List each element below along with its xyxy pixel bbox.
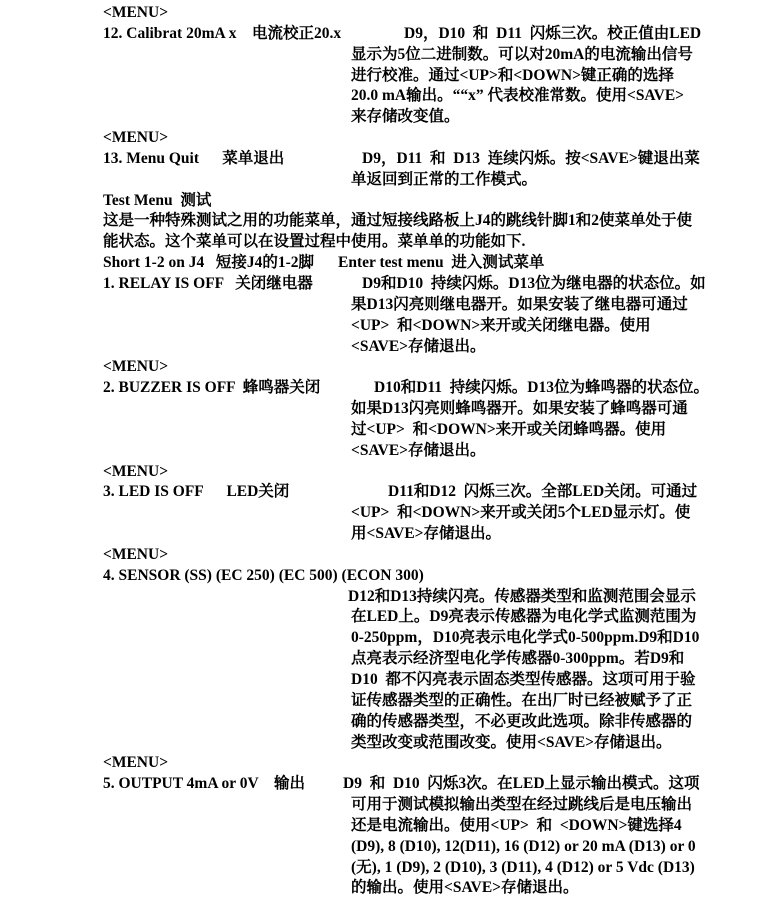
item-1-relay-line-desc: D9和D10 持续闪烁。D13位为继电器的状态位。如	[362, 274, 706, 292]
item-3-led-line-label: 3. LED IS OFF LED关闭	[103, 483, 290, 501]
item-4-desc-line	[103, 587, 780, 608]
item-4-sensor-header	[103, 566, 780, 587]
description-line-desc: 单返回到正常的工作模式。	[351, 170, 538, 188]
description-line	[103, 170, 780, 191]
short-j4-entry-line-label: Short 1-2 on J4 短接J4的1-2脚	[103, 254, 314, 272]
description-line	[103, 712, 780, 733]
item-5-output-line	[103, 774, 780, 795]
intro-paragraph-line	[103, 211, 780, 232]
description-line	[103, 337, 780, 358]
item-5-output-line-label: 5. OUTPUT 4mA or 0V 输出	[103, 775, 305, 793]
description-line-desc: 如果D13闪亮则蜂鸣器开。如果安装了蜂鸣器可通	[351, 400, 688, 418]
description-line	[103, 524, 780, 545]
item-2-buzzer-line	[103, 378, 780, 399]
item-13-menu-quit-line-label: 13. Menu Quit 菜单退出	[103, 149, 285, 167]
description-line	[103, 795, 780, 816]
description-line-desc: 进行校准。通过<UP>和<DOWN>键正确的选择	[351, 66, 674, 84]
description-line-desc: 用<SAVE>存储退出。	[351, 525, 502, 543]
description-line	[103, 816, 780, 837]
test-menu-heading	[103, 191, 780, 212]
intro-paragraph-line-label: 能状态。这个菜单可以在设置过程中使用。菜单单的功能如下.	[103, 233, 526, 251]
short-j4-entry-line-desc: Enter test menu 进入测试菜单	[338, 254, 545, 272]
item-4-sensor-header-label: 4. SENSOR (SS) (EC 250) (EC 500) (ECON 300)	[103, 566, 424, 584]
description-line	[103, 503, 780, 524]
menu-tag	[103, 3, 780, 24]
menu-tag	[103, 753, 780, 774]
menu-tag-label: <MENU>	[103, 462, 169, 480]
description-line-desc: D10 都不闪亮表示固态类型传感器。这项可用于验	[351, 671, 696, 688]
description-line-desc: <UP> 和<DOWN>来开或关闭继电器。使用	[351, 316, 651, 334]
item-1-relay-line	[103, 274, 780, 295]
description-line-desc: 20.0 mA输出。““x” 代表校准常数。使用<SAVE>	[351, 87, 684, 105]
description-line-desc: 显示为5位二进制数。可以对20mA的电流输出信号	[351, 45, 693, 63]
menu-tag	[103, 128, 780, 149]
description-line-desc: 还是电流输出。使用<UP> 和 <DOWN>键选择4	[351, 816, 682, 834]
item-1-relay-line-label: 1. RELAY IS OFF 关闭继电器	[103, 274, 313, 292]
description-line	[103, 878, 780, 899]
description-line-desc: 类型改变或范围改变。使用<SAVE>存储退出。	[351, 733, 672, 751]
short-j4-entry-line	[103, 253, 780, 274]
menu-tag	[103, 545, 780, 566]
description-line-desc: 果D13闪亮则继电器开。如果安装了继电器可通过	[351, 295, 688, 313]
description-line-desc: 在LED上。D9亮表示传感器为电化学式监测范围为	[351, 608, 697, 626]
description-line	[103, 399, 780, 420]
menu-tag-label: <MENU>	[103, 358, 169, 376]
description-line	[103, 420, 780, 441]
item-12-calibrate-line	[103, 24, 780, 45]
description-line	[103, 837, 780, 858]
description-line	[103, 858, 780, 879]
description-line	[103, 66, 780, 87]
menu-tag-label: <MENU>	[103, 4, 169, 21]
menu-tag-label: <MENU>	[103, 129, 169, 147]
test-menu-heading-label: Test Menu 测试	[103, 191, 212, 209]
description-line-desc: <SAVE>存储退出。	[351, 441, 486, 459]
description-line-desc: 过<UP> 和<DOWN>来开或关闭蜂鸣器。使用	[351, 420, 667, 438]
description-line	[103, 670, 780, 691]
item-2-buzzer-line-desc: D10和D11 持续闪烁。D13位为蜂鸣器的状态位。	[374, 379, 709, 397]
item-5-output-line-desc: D9 和 D10 闪烁3次。在LED上显示输出模式。这项	[343, 775, 700, 793]
description-line-desc: 确的传感器类型，不必更改此选项。除非传感器的	[351, 712, 693, 730]
item-3-led-line-desc: D11和D12 闪烁三次。全部LED关闭。可通过	[388, 483, 698, 501]
item-2-buzzer-line-label: 2. BUZZER IS OFF 蜂鸣器关闭	[103, 379, 321, 397]
description-line	[103, 86, 780, 107]
item-13-menu-quit-line-desc: D9，D11 和 D13 连续闪烁。按<SAVE>键退出菜	[362, 149, 700, 167]
description-line	[103, 107, 780, 128]
description-line-desc: (无), 1 (D9), 2 (D10), 3 (D11), 4 (D12) or 5 Vdc (D13)	[351, 858, 695, 876]
item-3-led-line	[103, 482, 780, 503]
description-line	[103, 649, 780, 670]
description-line-desc: 点亮表示经济型电化学传感器0-300ppm。若D9和	[351, 650, 685, 668]
description-line	[103, 607, 780, 628]
description-line	[103, 628, 780, 649]
menu-tag-label: <MENU>	[103, 545, 169, 563]
item-12-calibrate-line-desc: D9，D10 和 D11 闪烁三次。校正值由LED	[404, 24, 702, 42]
intro-paragraph-line-label: 这是一种特殊测试之用的功能菜单，通过短接线路板上J4的跳线针脚1和2使菜单处于使	[103, 212, 693, 230]
description-line-desc: 证传感器类型的正确性。在出厂时已经被赋予了正	[351, 691, 693, 709]
description-line-desc: 可用于测试模拟输出类型在经过跳线后是电压输出	[351, 796, 693, 814]
description-line	[103, 316, 780, 337]
item-13-menu-quit-line	[103, 149, 780, 170]
description-line	[103, 295, 780, 316]
description-line-desc: 的输出。使用<SAVE>存储退出。	[351, 879, 579, 897]
description-line	[103, 733, 780, 754]
menu-tag	[103, 462, 780, 483]
description-line-desc: <UP> 和<DOWN>来开或关闭5个LED显示灯。使	[351, 504, 691, 522]
description-line	[103, 45, 780, 66]
description-line	[103, 691, 780, 712]
description-line-desc: 来存储改变值。	[351, 108, 460, 126]
menu-tag-label: <MENU>	[103, 754, 169, 772]
description-line	[103, 441, 780, 462]
description-line-desc: <SAVE>存储退出。	[351, 337, 486, 355]
intro-paragraph-line	[103, 232, 780, 253]
item-12-calibrate-line-label: 12. Calibrat 20mA x 电流校正20.x	[103, 24, 342, 42]
item-4-desc-line-desc: D12和D13持续闪亮。传感器类型和监测范围会显示	[348, 587, 696, 605]
description-line-desc: 0-250ppm，D10亮表示电化学式0-500ppm.D9和D10	[351, 629, 700, 647]
menu-tag	[103, 357, 780, 378]
description-line-desc: (D9), 8 (D10), 12(D11), 16 (D12) or 20 mA (D13) or 0	[351, 837, 696, 855]
